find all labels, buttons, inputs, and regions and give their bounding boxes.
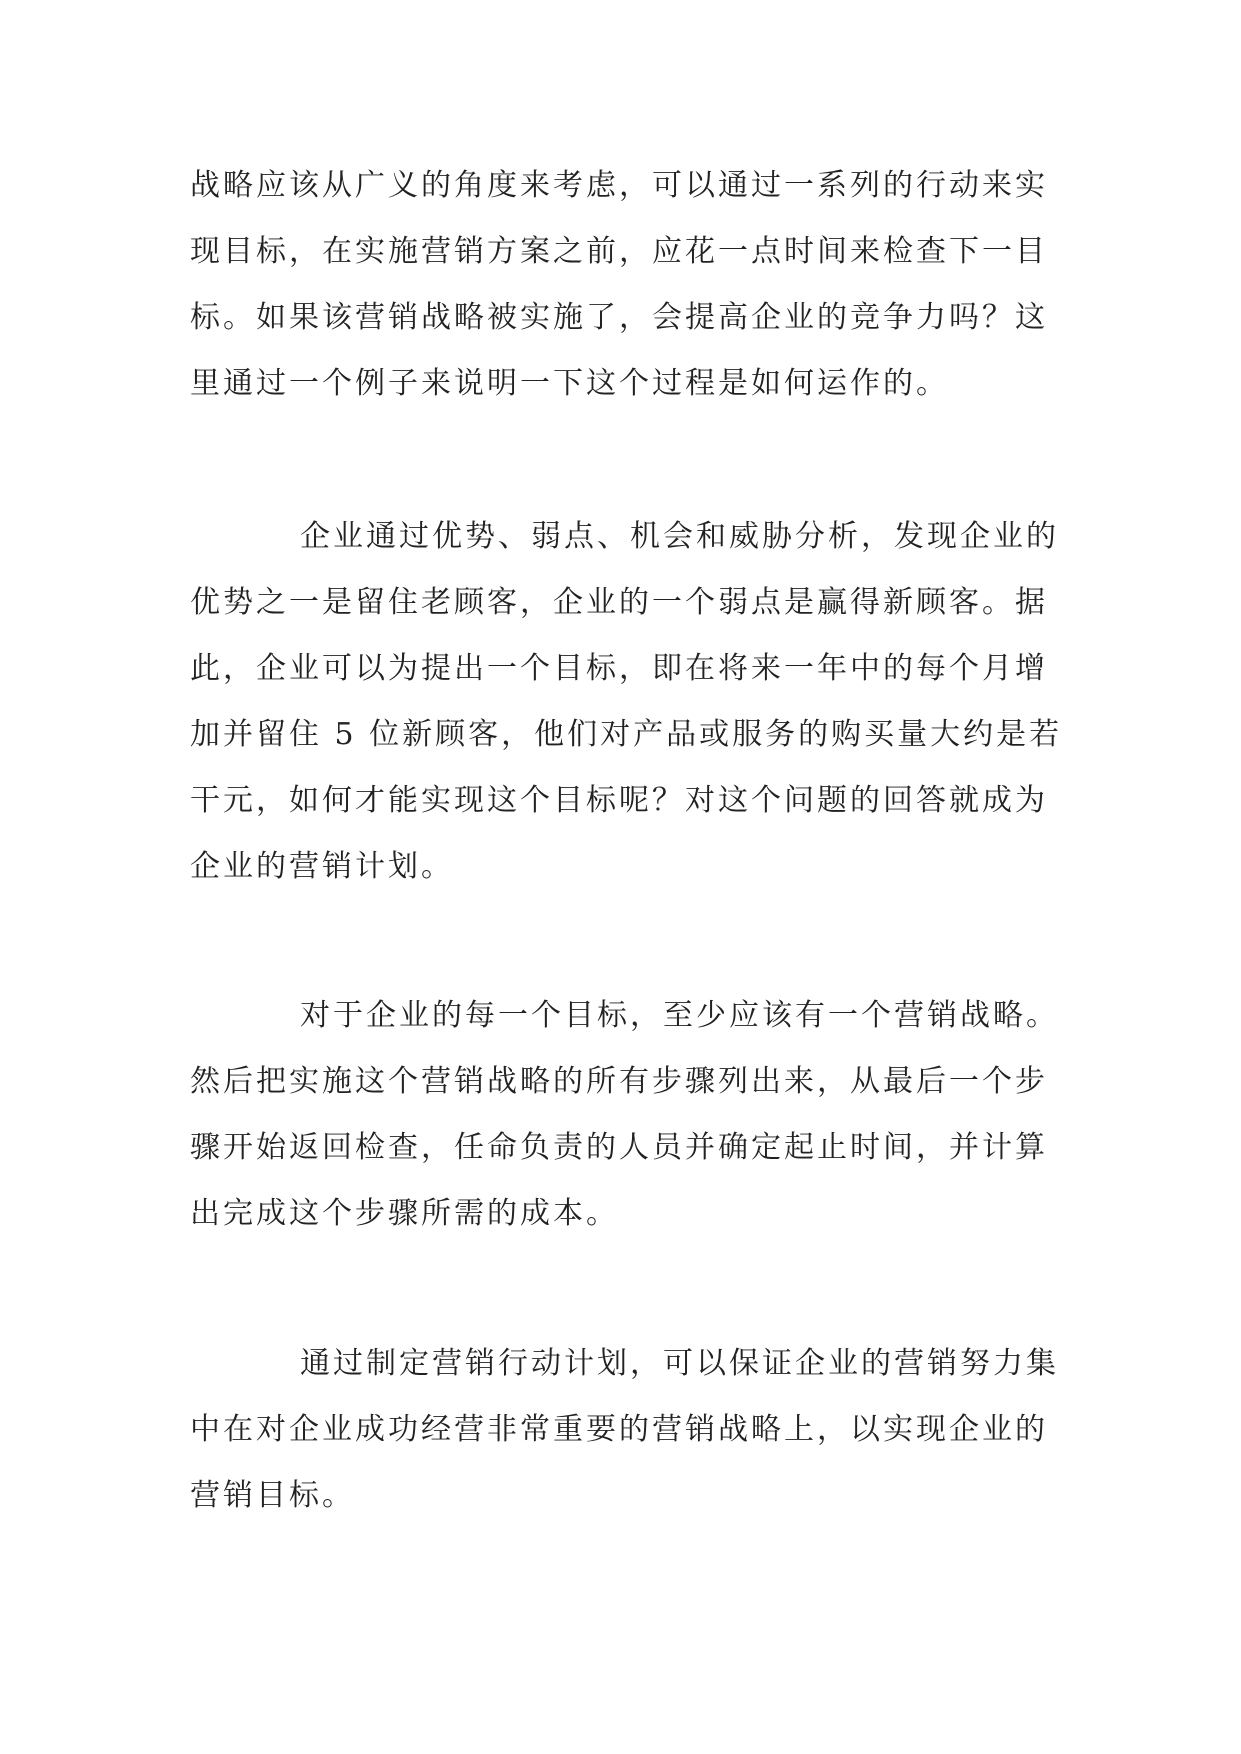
paragraph-line: 企业通过优势、弱点、机会和威胁分析，发现企业的 [300, 519, 1059, 554]
paragraph-line: 干元，如何才能实现这个目标呢？对这个问题的回答就成为 [190, 783, 1048, 818]
paragraph-line: 战略应该从广义的角度来考虑，可以通过一系列的行动来实 [190, 168, 1048, 203]
paragraph-line: 企业的营销计划。 [190, 849, 454, 884]
paragraph-line: 里通过一个例子来说明一下这个过程是如何运作的。 [190, 366, 949, 401]
paragraph-line: 通过制定营销行动计划，可以保证企业的营销努力集 [300, 1346, 1059, 1381]
paragraph-line: 此，企业可以为提出一个目标，即在将来一年中的每个月增 [190, 651, 1048, 686]
paragraph-line: 营销目标。 [190, 1478, 355, 1513]
paragraph-line: 骤开始返回检查，任命负责的人员并确定起止时间，并计算 [190, 1130, 1048, 1165]
paragraph-line: 加并留住 5 位新顾客，他们对产品或服务的购买量大约是若 [190, 717, 1063, 752]
paragraph-line: 标。如果该营销战略被实施了，会提高企业的竞争力吗？这 [190, 300, 1048, 335]
paragraph-line: 现目标，在实施营销方案之前，应花一点时间来检查下一目 [190, 234, 1048, 269]
paragraph-line: 然后把实施这个营销战略的所有步骤列出来，从最后一个步 [190, 1064, 1048, 1099]
paragraph-line: 对于企业的每一个目标，至少应该有一个营销战略。 [300, 998, 1059, 1033]
paragraph-line: 优势之一是留住老顾客，企业的一个弱点是赢得新顾客。据 [190, 585, 1048, 620]
paragraph-line: 中在对企业成功经营非常重要的营销战略上，以实现企业的 [190, 1412, 1048, 1447]
paragraph-line: 出完成这个步骤所需的成本。 [190, 1196, 619, 1231]
